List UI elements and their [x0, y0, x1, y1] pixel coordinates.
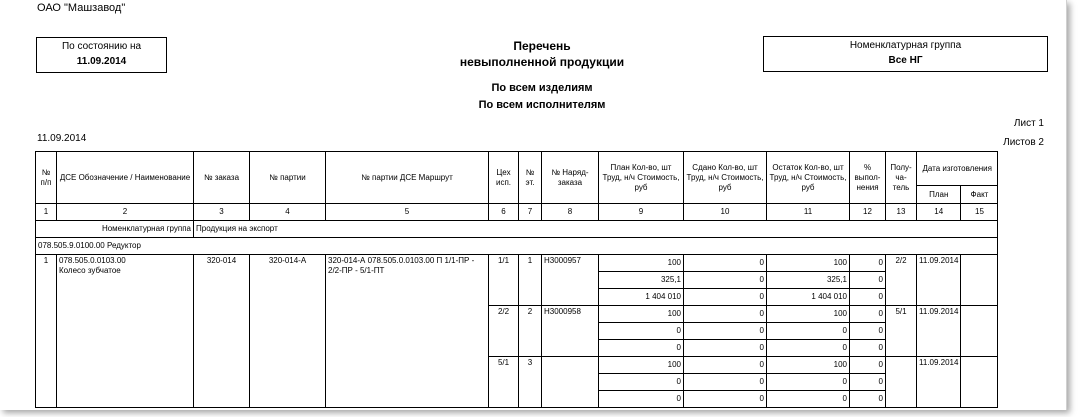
item-dse: [57, 255, 194, 408]
done-labor: 0: [684, 323, 767, 340]
done-cost: 0: [684, 340, 767, 357]
done-cost: 0: [684, 391, 767, 408]
state-date-box: [36, 37, 167, 73]
header-done: Сдано Кол-во, шт Труд, н/ч Стоимость, руб: [684, 152, 767, 204]
percent-cost: 0: [850, 391, 886, 408]
stage-plan-date: 11.09.2014: [917, 357, 961, 408]
col-number: 7: [519, 204, 542, 221]
stage-shop: 5/1: [489, 357, 519, 408]
state-date-label: По состоянию на: [61, 41, 142, 52]
report-date: 11.09.2014: [37, 133, 87, 144]
col-number: 15: [961, 204, 998, 221]
col-number: 14: [917, 204, 961, 221]
done-cost: 0: [684, 289, 767, 306]
plan-cost: 1 404 010: [599, 289, 684, 306]
header-dse: ДСЕ Обозначение / Наименование: [57, 152, 194, 204]
header-num: № п/п: [36, 152, 57, 204]
stage-shop: 1/1: [489, 255, 519, 306]
organization-name: ОАО "Машзавод": [37, 2, 126, 14]
stage-fact-date: [961, 306, 998, 357]
item-code: 078.505.0.0103.00: [59, 256, 126, 265]
done-qty: 0: [684, 306, 767, 323]
percent-labor: 0: [850, 323, 886, 340]
item-route: 320-014-А 078.505.0.0103.00 П 1/1-ПР - 2/2-ПР - 5/1-ПТ: [326, 255, 489, 408]
product-name: 078.505.9.0100.00 Редуктор: [36, 238, 998, 255]
percent-cost: 0: [850, 340, 886, 357]
stage-number: 3: [519, 357, 542, 408]
stage-fact-date: [961, 357, 998, 408]
table-row: [36, 255, 998, 272]
item-batch: 320-014-А: [250, 255, 326, 408]
col-number: 3: [194, 204, 250, 221]
nomenclature-group-label: Номенклатурная группа: [849, 40, 962, 51]
rest-qty: 100: [767, 357, 850, 374]
col-number: 12: [850, 204, 886, 221]
rest-labor: 0: [767, 374, 850, 391]
plan-cost: 0: [599, 340, 684, 357]
done-labor: 0: [684, 272, 767, 289]
stage-recipient: 5/1: [886, 306, 917, 357]
nomenclature-group-value: Все НГ: [888, 55, 923, 66]
col-number: 9: [599, 204, 684, 221]
percent-cost: 0: [850, 289, 886, 306]
stage-recipient: [886, 357, 917, 408]
report-subtitle-products: По всем изделиям: [491, 82, 593, 94]
nomenclature-group-box: [763, 36, 1048, 72]
item-number: 1: [36, 255, 57, 408]
percent-qty: 0: [850, 306, 886, 323]
state-date-value: 11.09.2014: [76, 56, 127, 67]
col-number: 8: [542, 204, 599, 221]
header-rest: Остаток Кол-во, шт Труд, н/ч Стоимость, руб: [767, 152, 850, 204]
header-percent: % выпол-нения: [850, 152, 886, 204]
header-row: [36, 152, 998, 186]
product-row: [36, 238, 998, 255]
nomgroup-row: [36, 221, 998, 238]
rest-cost: 0: [767, 340, 850, 357]
header-date: Дата изготовления: [917, 152, 998, 186]
percent-labor: 0: [850, 374, 886, 391]
stage-work-order: Н3000957: [542, 255, 599, 306]
nomgroup-value: Продукция на экспорт: [194, 221, 998, 238]
plan-qty: 100: [599, 357, 684, 374]
header-date-fact: Факт: [961, 186, 998, 204]
plan-labor: 0: [599, 323, 684, 340]
stage-fact-date: [961, 255, 998, 306]
stage-number: 2: [519, 306, 542, 357]
report-title-line2: невыполненной продукции: [459, 55, 625, 69]
col-number: 6: [489, 204, 519, 221]
header-plan: План Кол-во, шт Труд, н/ч Стоимость, руб: [599, 152, 684, 204]
header-order: № заказа: [194, 152, 250, 204]
percent-qty: 0: [850, 357, 886, 374]
rest-cost: 1 404 010: [767, 289, 850, 306]
rest-qty: 100: [767, 306, 850, 323]
percent-qty: 0: [850, 255, 886, 272]
stage-work-order: Н3000958: [542, 306, 599, 357]
done-labor: 0: [684, 374, 767, 391]
done-qty: 0: [684, 255, 767, 272]
stage-shop: 2/2: [489, 306, 519, 357]
stage-recipient: 2/2: [886, 255, 917, 306]
rest-qty: 100: [767, 255, 850, 272]
plan-qty: 100: [599, 255, 684, 272]
nomgroup-label: Номенклатурная группа: [36, 221, 194, 238]
stage-number: 1: [519, 255, 542, 306]
column-number-row: [36, 204, 998, 221]
col-number: 2: [57, 204, 194, 221]
header-stage: № эт.: [519, 152, 542, 204]
done-qty: 0: [684, 357, 767, 374]
col-number: 5: [326, 204, 489, 221]
sheet-number: Лист 1: [1013, 118, 1044, 129]
plan-labor: 0: [599, 374, 684, 391]
header-route: № партии ДСЕ Маршрут: [326, 152, 489, 204]
plan-cost: 0: [599, 391, 684, 408]
percent-labor: 0: [850, 272, 886, 289]
report-title-line1: Перечень: [513, 39, 571, 53]
col-number: 1: [36, 204, 57, 221]
report-subtitle-executors: По всем исполнителям: [478, 99, 606, 111]
col-number: 11: [767, 204, 850, 221]
col-number: 13: [886, 204, 917, 221]
stage-plan-date: 11.09.2014: [917, 255, 961, 306]
col-number: 4: [250, 204, 326, 221]
plan-qty: 100: [599, 306, 684, 323]
rest-labor: 0: [767, 323, 850, 340]
header-batch: № партии: [250, 152, 326, 204]
sheet-count: Листов 2: [1003, 137, 1044, 148]
rest-labor: 325,1: [767, 272, 850, 289]
report-table: [35, 151, 998, 408]
header-recipient: Полу-ча-тель: [886, 152, 917, 204]
header-work-order: № Наряд-заказа: [542, 152, 599, 204]
item-order: 320-014: [194, 255, 250, 408]
col-number: 10: [684, 204, 767, 221]
stage-plan-date: 11.09.2014: [917, 306, 961, 357]
header-date-plan: План: [917, 186, 961, 204]
item-name: Колесо зубчатое: [59, 266, 121, 275]
plan-labor: 325,1: [599, 272, 684, 289]
header-shop: Цех исп.: [489, 152, 519, 204]
rest-cost: 0: [767, 391, 850, 408]
stage-work-order: [542, 357, 599, 408]
